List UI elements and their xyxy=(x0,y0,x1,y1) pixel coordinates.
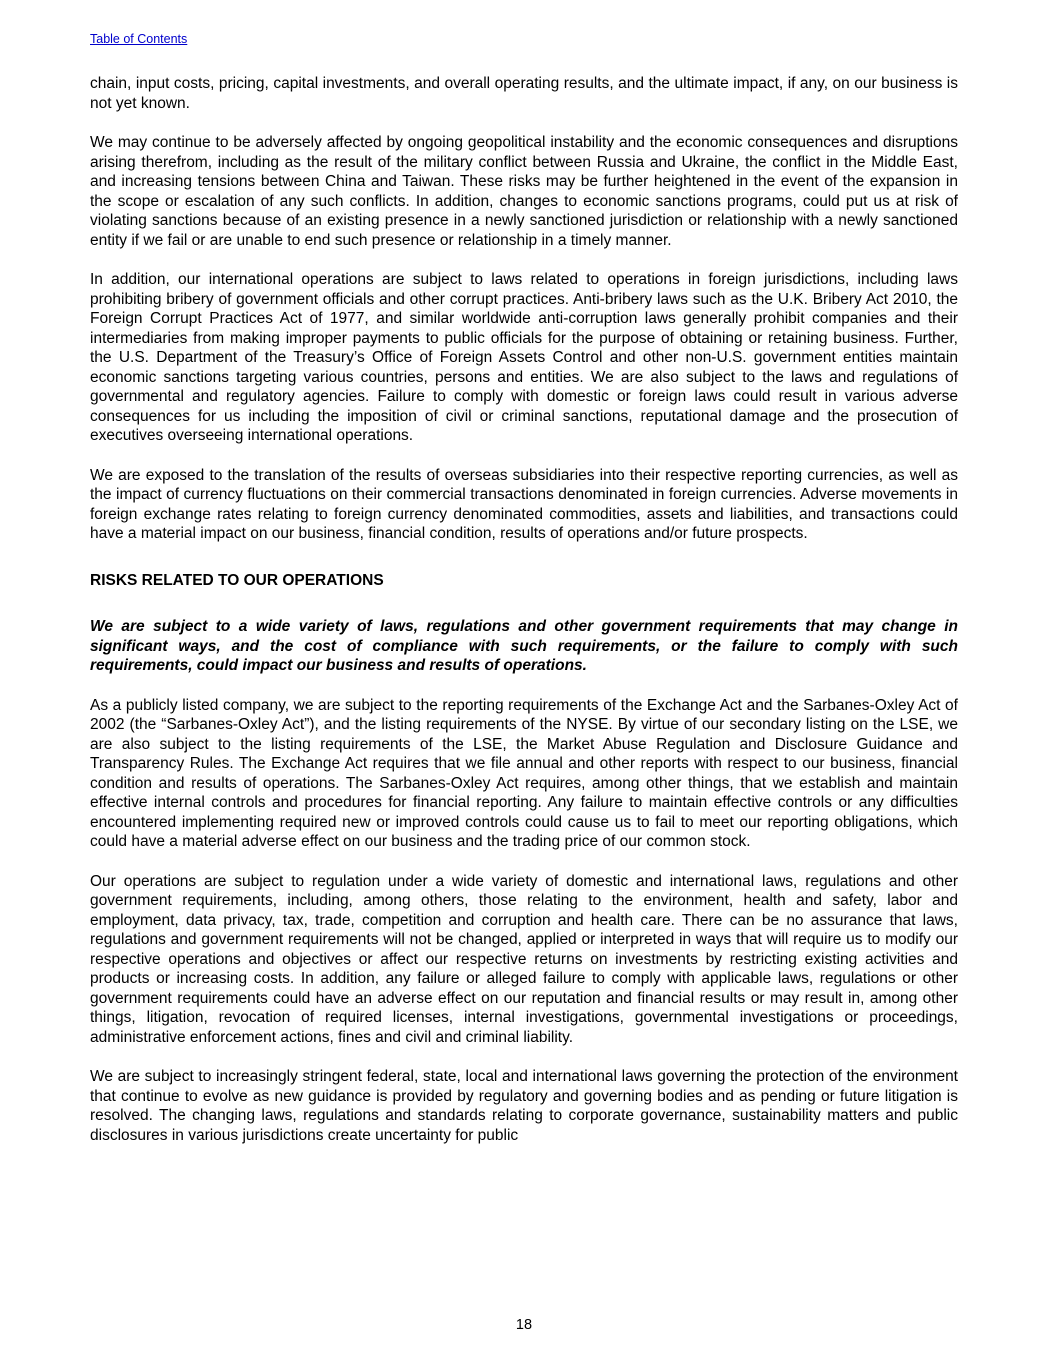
document-body xyxy=(90,74,958,1145)
table-of-contents-link[interactable]: Table of Contents xyxy=(90,32,188,46)
paragraph-environmental-laws: We are subject to increasingly stringent federal, state, local and international laws governing the protection of the environment that continue to evolve as new guidance is provided by regulatory and governing bodies and as pending or future litigation is resolved. The changing laws, regulations and standards relating to corporate governance, sustainability matters and public disclosures in various jurisdictions create uncertainty for public xyxy=(90,1068,958,1144)
page-number: 18 xyxy=(515,1317,533,1333)
section-heading-risks-related-to-operations: RISKS RELATED TO OUR OPERATIONS xyxy=(90,571,384,589)
paragraph-geopolitical-risk: We may continue to be adversely affected by ongoing geopolitical instability and the economic consequences and disruptions arising therefrom, including as the result of the military conflict between Russia and Ukraine, the conflict in the Middle East, and increasing tensions between China and Taiwan. These risks may be further heightened in the event of the expansion in the scope or escalation of any such conflicts. In addition, changes to economic sanctions programs, could put us at risk of violating sanctions because of an existing presence in a newly sanctioned jurisdiction or relationship with a newly sanctioned entity if we fail or are unable to end such presence or relationship in a timely manner. xyxy=(90,134,958,249)
risk-factor-subheading-laws-regulations: We are subject to a wide variety of laws, regulations and other government requirements that may change in significant ways, and the cost of compliance with such requirements, or the failure to comply with such requirements, could impact our business and results of operations. xyxy=(90,618,958,674)
paragraph-continuation: chain, input costs, pricing, capital investments, and overall operating results, and the ultimate impact, if any, on our business is not yet known. xyxy=(90,75,958,112)
paragraph-currency-translation: We are exposed to the translation of the results of overseas subsidiaries into their respective reporting currencies, as well as the impact of currency fluctuations on their commercial transactions denominated in foreign currencies. Adverse movements in foreign exchange rates relating to foreign currency denominated commodities, assets and liabilities, and transactions could have a material impact on our business, financial condition, results of operations and/or future prospects. xyxy=(90,466,958,542)
paragraph-reporting-requirements: As a publicly listed company, we are subject to the reporting requirements of the Exchange Act and the Sarbanes-Oxley Act of 2002 (the “Sarbanes-Oxley Act”), and the listing requirements of the NYSE. By virtue of our secondary listing on the LSE, we are also subject to the listing requirements of the LSE, the Market Abuse Regulation and Disclosure Guidance and Transparency Rules. The Exchange Act requires that we file annual and other reports with respect to our business, financial condition and results of operations. The Sarbanes-Oxley Act requires, among other things, that we establish and maintain effective internal controls and procedures for financial reporting. Any failure to maintain effective controls or any difficulties encountered implementing required new or improved controls could cause us to fail to meet our reporting obligations, which could have a material adverse effect on our business and the trading price of our common stock. xyxy=(90,696,958,850)
paragraph-anti-bribery-laws: In addition, our international operations are subject to laws related to operations in foreign jurisdictions, including laws prohibiting bribery of government officials and other corrupt practices. Anti-bribery laws such as the U.K. Bribery Act 2010, the Foreign Corrupt Practices Act of 1977, and similar worldwide anti-corruption laws generally prohibit companies and their intermediaries from making improper payments to public officials for the purpose of obtaining or retaining business. Further, the U.S. Department of the Treasury’s Office of Foreign Assets Control and other non-U.S. government entities maintain economic sanctions targeting various countries, persons and entities. We are also subject to the laws and regulations of governmental and regulatory agencies. Failure to comply with domestic or foreign laws could result in various adverse consequences for us including the imposition of civil or criminal sanctions, reputational damage and the prosecution of executives overseeing international operations. xyxy=(90,271,958,444)
paragraph-regulation-wide-variety: Our operations are subject to regulation under a wide variety of domestic and international laws, regulations and other government requirements, including, among others, those relating to the environment, health and safety, labor and employment, data privacy, tax, trade, competition and corruption and health care. There can be no assurance that laws, regulations and government requirements will not be changed, applied or interpreted in ways that will require us to modify our respective operations and objectives or affect our respective returns on investments by restricting existing activities and products or increasing costs. In addition, any failure or alleged failure to comply with applicable laws, regulations or other government requirements could have an adverse effect on our reputation and financial results or may result in, among other things, litigation, revocation of required licenses, internal investigations, governmental investigations or proceedings, administrative enforcement actions, fines and civil and criminal liability. xyxy=(90,872,958,1046)
